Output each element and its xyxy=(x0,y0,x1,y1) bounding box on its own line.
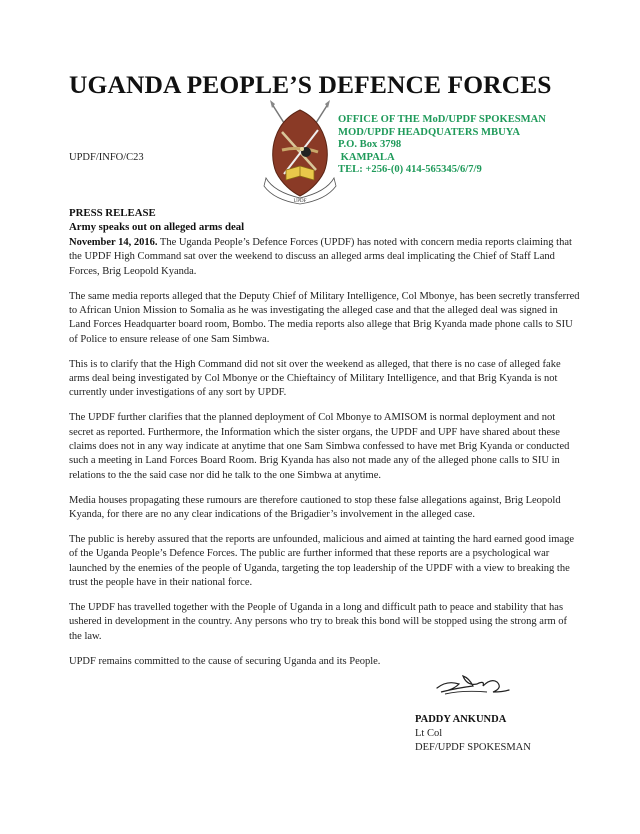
organization-title: UGANDA PEOPLE’S DEFENCE FORCES xyxy=(69,70,552,99)
press-release-headline: Army speaks out on alleged arms deal xyxy=(69,220,245,233)
press-release-body xyxy=(69,236,581,680)
office-contact-block xyxy=(338,114,546,177)
office-line: P.O. Box 3798 xyxy=(338,139,402,151)
body-paragraph: The same media reports alleged that the Deputy Chief of Military Intelligence, Col Mbonye, has been secretly transferred to African Union Mission to Somalia as he was investigating the alleged case and that the alleged deal was signed in Land Forces Headquarter board room, Bombo. The media reports also allege that Brig Kyanda made phone calls to SIU of Police to ensure release of one Sam Simbwa. xyxy=(69,290,580,345)
office-line: MOD/UPDF HEADQUATERS MBUYA xyxy=(338,126,521,138)
office-phone: TEL: +256-(0) 414-565345/6/7/9 xyxy=(338,164,482,176)
signature-block xyxy=(415,672,575,755)
body-paragraph: UPDF remains committed to the cause of securing Uganda and its People. xyxy=(69,655,381,667)
release-date: November 14, 2016. xyxy=(69,237,158,248)
handwritten-signature-icon xyxy=(433,672,513,698)
office-line: KAMPALA xyxy=(338,151,395,163)
reference-number: UPDF/INFO/C23 xyxy=(69,152,144,163)
body-paragraph: Media houses propagating these rumours are therefore cautioned to stop these false allegations against, Brig Leopold Kyanda, for there are no any clear indications of the Brigadier’s involvement in the alleged case. xyxy=(69,494,561,520)
signatory-title: DEF/UPDF SPOKESMAN xyxy=(415,742,531,753)
signatory-rank: Lt Col xyxy=(415,728,443,739)
svg-text:UPDF: UPDF xyxy=(293,199,307,204)
body-paragraph: This is to clarify that the High Command did not sit over the weekend as alleged, that there is no case of alleged fake arms deal being investigated by Col Mbonye or the Chieftaincy of Military Intelligence, and that Brig Kyanda is not currently under investigations of any sort by UPDF. xyxy=(69,358,561,399)
body-paragraph: The public is hereby assured that the reports are unfounded, malicious and aimed at tainting the hard earned good image of the Uganda People’s Defence Forces. The public are further informed that these reports are a psychological war launched by the enemies of the people of Uganda, targeting the top leadership of the UPDF with a view to breaking the trust the people have in their national force. xyxy=(69,534,574,588)
press-release-heading xyxy=(69,207,244,234)
press-release-label: PRESS RELEASE xyxy=(69,207,156,219)
updf-crest-icon xyxy=(262,100,338,205)
office-line: OFFICE OF THE MoD/UPDF SPOKESMAN xyxy=(338,114,546,125)
body-paragraph: The UPDF has travelled together with the People of Uganda in a long and difficult path to peace and stability that has ushered in development in the country. Any persons who try to break this bond will be stopped using the strong arm of the law. xyxy=(69,602,567,642)
signatory-name: PADDY ANKUNDA xyxy=(415,714,507,725)
body-paragraph: The UPDF further clarifies that the planned deployment of Col Mbonye to AMISOM is normal deployment and not secret as reported. Furthermore, the Information which the sister organs, the UPDF and UPF have shared about these claims does not in any way indicate at anytime that one Sam Simbwa confessed to have met Brig Kyanda or conducted such a meeting in Land Forces Board Room. Brig Kyanda has also not made any of the alleged phone calls to SIU in relations to the the said case nor did he talk to the one Simbwa at anytime. xyxy=(69,412,570,481)
body-paragraph: November 14, 2016. The Uganda People’s Defence Forces (UPDF) has noted with concern media reports claiming that the UPDF High Command sat over the weekend to discuss an alleged arms deal implicating the Chief of Staff Land Forces, Brig Leopold Kyanda. xyxy=(69,237,572,277)
